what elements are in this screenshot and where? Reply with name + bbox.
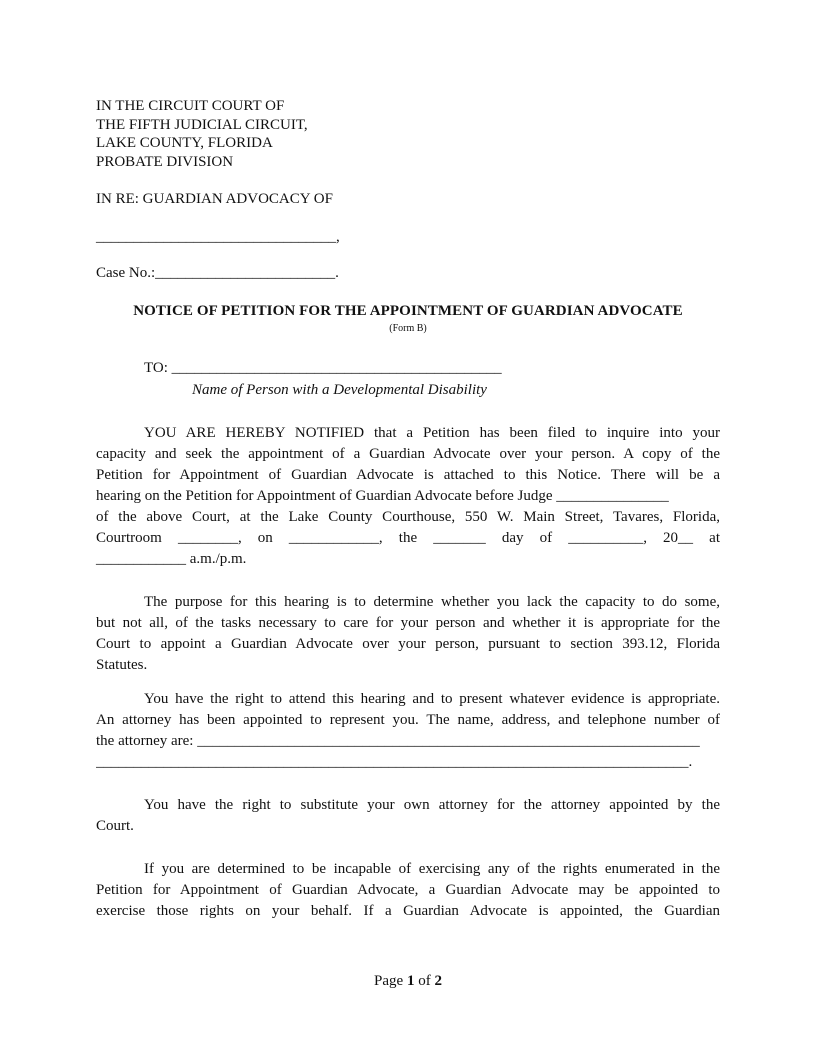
document-title: NOTICE OF PETITION FOR THE APPOINTMENT OF GUARDIAN ADVOCATE [133,303,683,319]
para1-line2: capacity and seek the appointment of a Guardian Advocate over your person. A copy of the [96,446,720,462]
in-re-line: IN RE: GUARDIAN ADVOCACY OF [96,191,333,207]
para5-line1: If you are determined to be incapable of exercising any of the rights enumerated in the [144,861,720,877]
court-line-1: IN THE CIRCUIT COURT OF [96,98,285,114]
para3-line4: _______________________________________________________________________________. [96,754,693,770]
court-line-2: THE FIFTH JUDICIAL CIRCUIT, [96,117,308,133]
case-number-line: Case No.:________________________. [96,265,339,281]
para3-line2: An attorney has been appointed to represent you. The name, address, and telephone number of [96,712,720,728]
para2-line2: but not all, of the tasks necessary to care for your person and whether it is appropriate for the [96,615,720,631]
para1-line4: hearing on the Petition for Appointment of Guardian Advocate before Judge _______________ [96,488,669,504]
para3-line3: the attorney are: ___________________________________________________________________ [96,733,700,749]
para1-line6: Courtroom ________, on ____________, the _______ day of __________, 20__ at [96,530,720,546]
para5-line2: Petition for Appointment of Guardian Advocate, a Guardian Advocate may be appointed to [96,882,720,898]
para1-line5: of the above Court, at the Lake County Courthouse, 550 W. Main Street, Tavares, Florida, [96,509,720,525]
para1-line1: YOU ARE HEREBY NOTIFIED that a Petition has been filed to inquire into your [144,425,720,441]
para2-line1: The purpose for this hearing is to determine whether you lack the capacity to do some, [144,594,720,610]
para4-line2: Court. [96,818,134,834]
page-number: 1 [406,973,415,989]
ward-name-blank: ________________________________, [96,229,340,245]
court-line-3: LAKE COUNTY, FLORIDA [96,135,273,151]
para2-line4: Statutes. [96,657,148,673]
of-word: of [418,973,431,989]
para1-line7: ____________ a.m./p.m. [96,551,247,567]
to-line: TO: ____________________________________________ [144,360,502,376]
to-caption: Name of Person with a Developmental Disability [192,382,487,398]
form-label: (Form B) [389,323,427,334]
para3-line1: You have the right to attend this hearing and to present whatever evidence is appropriate. [144,691,720,707]
para5-line3: exercise those rights on your behalf. If a Guardian Advocate is appointed, the Guardian [96,903,720,919]
court-line-4: PROBATE DIVISION [96,154,234,170]
para4-line1: You have the right to substitute your own attorney for the attorney appointed by the [144,797,720,813]
para2-line3: Court to appoint a Guardian Advocate over your person, pursuant to section 393.12, Florida [96,636,720,652]
para1-line3: Petition for Appointment of Guardian Advocate is attached to this Notice. There will be a [96,467,720,483]
page-total: 2 [434,973,442,989]
page-word: Page [374,973,404,989]
page-footer [96,973,720,990]
